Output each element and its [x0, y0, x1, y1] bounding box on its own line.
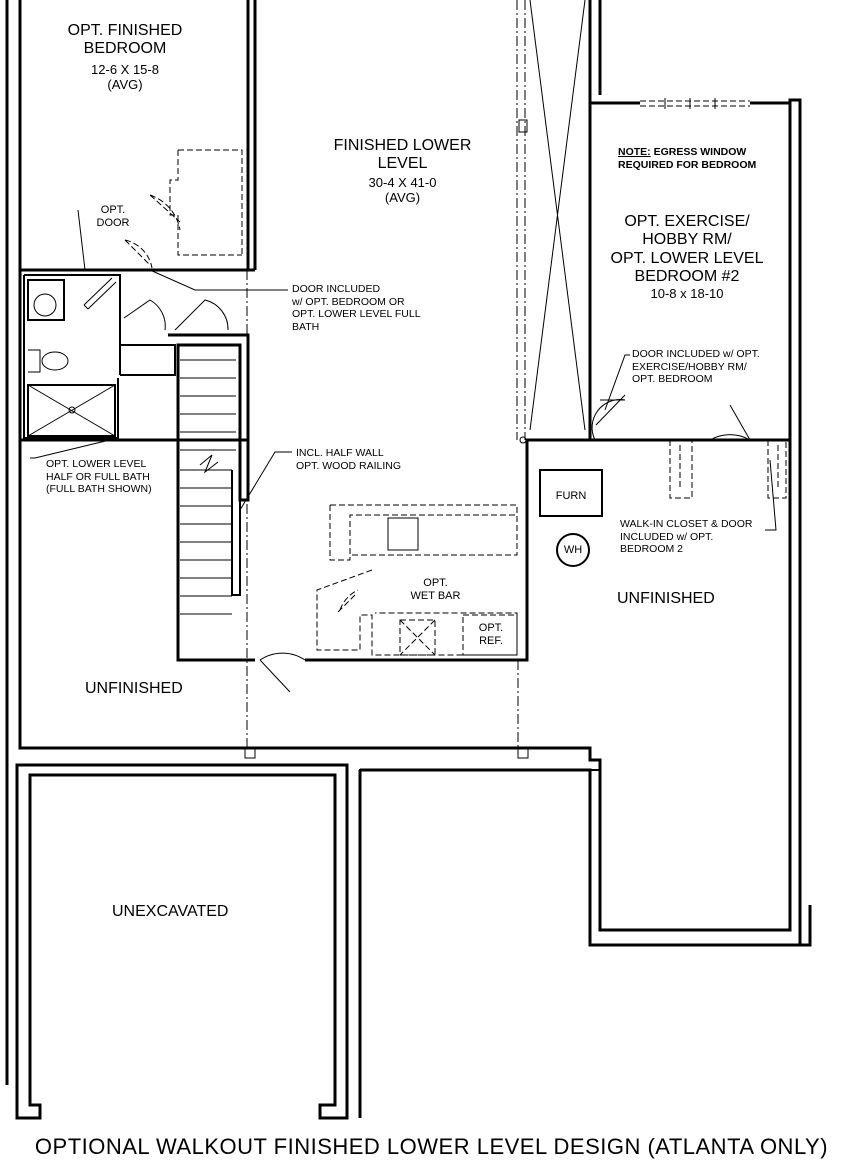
- door-exercise-line2: EXERCISE/HOBBY RM/: [632, 360, 747, 373]
- lower-level-dims: 30-4 X 41-0: [368, 174, 437, 190]
- wet-bar-line1: OPT.: [423, 577, 448, 589]
- walkin-closet-note: [620, 518, 752, 556]
- door-included-note: [292, 283, 421, 333]
- exercise-room-label: [592, 213, 782, 302]
- unexcavated-label: UNEXCAVATED: [112, 903, 229, 920]
- bedroom-dims: 12-6 X 15-8: [91, 61, 159, 77]
- exercise-line2: HOBBY RM/: [642, 231, 732, 249]
- exercise-dims: 10-8 x 18-10: [650, 285, 724, 301]
- half-bath-note: [46, 458, 152, 496]
- ref-line2: REF.: [479, 634, 503, 647]
- door-exercise-line1: DOOR INCLUDED w/ OPT.: [632, 348, 760, 360]
- furn-label: FURN: [555, 490, 587, 502]
- half-wall-line2: OPT. WOOD RAILING: [296, 459, 402, 472]
- half-wall-line1: INCL. HALF WALL: [296, 447, 384, 459]
- bedroom-label: [55, 22, 195, 93]
- bedroom-name-line2: BEDROOM: [83, 40, 167, 58]
- half-wall-note: [296, 447, 401, 472]
- egress-note-text1: EGRESS WINDOW: [650, 146, 747, 158]
- ref-line1: OPT.: [478, 622, 504, 634]
- bedroom-avg: (AVG): [107, 76, 143, 92]
- door-included-line4: BATH: [292, 320, 320, 333]
- plan-caption: OPTIONAL WALKOUT FINISHED LOWER LEVEL DESIGN (ATLANTA ONLY): [34, 1134, 829, 1159]
- egress-note: [618, 146, 756, 171]
- stairs: [20, 335, 255, 660]
- exercise-room: [592, 395, 786, 498]
- exercise-line3: OPT. LOWER LEVEL: [610, 249, 764, 267]
- walkin-line1: WALK-IN CLOSET & DOOR: [620, 518, 753, 530]
- bedroom-name-line1: OPT. FINISHED: [67, 22, 183, 39]
- wet-bar-line2: WET BAR: [410, 589, 461, 602]
- wet-bar-label: [398, 577, 473, 602]
- unfinished-left-label: UNFINISHED: [85, 680, 183, 697]
- door-exercise-line3: OPT. BEDROOM: [632, 373, 713, 386]
- lower-level-label: [315, 137, 490, 206]
- door-included-line2: w/ OPT. BEDROOM OR: [292, 295, 405, 308]
- lower-level-avg: (AVG): [384, 189, 421, 205]
- lower-level-name-line1: FINISHED LOWER: [333, 137, 472, 154]
- door-exercise-note: [632, 348, 760, 386]
- window: [640, 98, 750, 109]
- exercise-line4: BEDROOM #2: [634, 268, 740, 286]
- walkin-line2: INCLUDED w/ OPT.: [620, 530, 714, 543]
- unfinished-right-label: UNFINISHED: [617, 590, 715, 607]
- lower-level-name-line2: LEVEL: [377, 155, 428, 173]
- ref-label: [465, 622, 517, 647]
- half-bath-line3: (FULL BATH SHOWN): [46, 483, 152, 496]
- wh-label: WH: [563, 544, 583, 556]
- opt-door-line2: DOOR: [96, 216, 130, 229]
- exercise-line1: OPT. EXERCISE/: [624, 213, 750, 230]
- half-bath-line1: OPT. LOWER LEVEL: [46, 458, 147, 470]
- egress-note-text2: REQUIRED FOR BEDROOM: [618, 158, 757, 171]
- walkin-line3: BEDROOM 2: [620, 543, 684, 556]
- door-included-line1: DOOR INCLUDED: [292, 283, 381, 295]
- opt-door-label: [88, 204, 138, 229]
- opt-door-line1: OPT.: [100, 204, 126, 216]
- egress-note-label: NOTE:: [618, 146, 651, 158]
- half-bath-line2: HALF OR FULL BATH: [46, 470, 150, 483]
- door-included-line3: OPT. LOWER LEVEL FULL: [292, 308, 421, 321]
